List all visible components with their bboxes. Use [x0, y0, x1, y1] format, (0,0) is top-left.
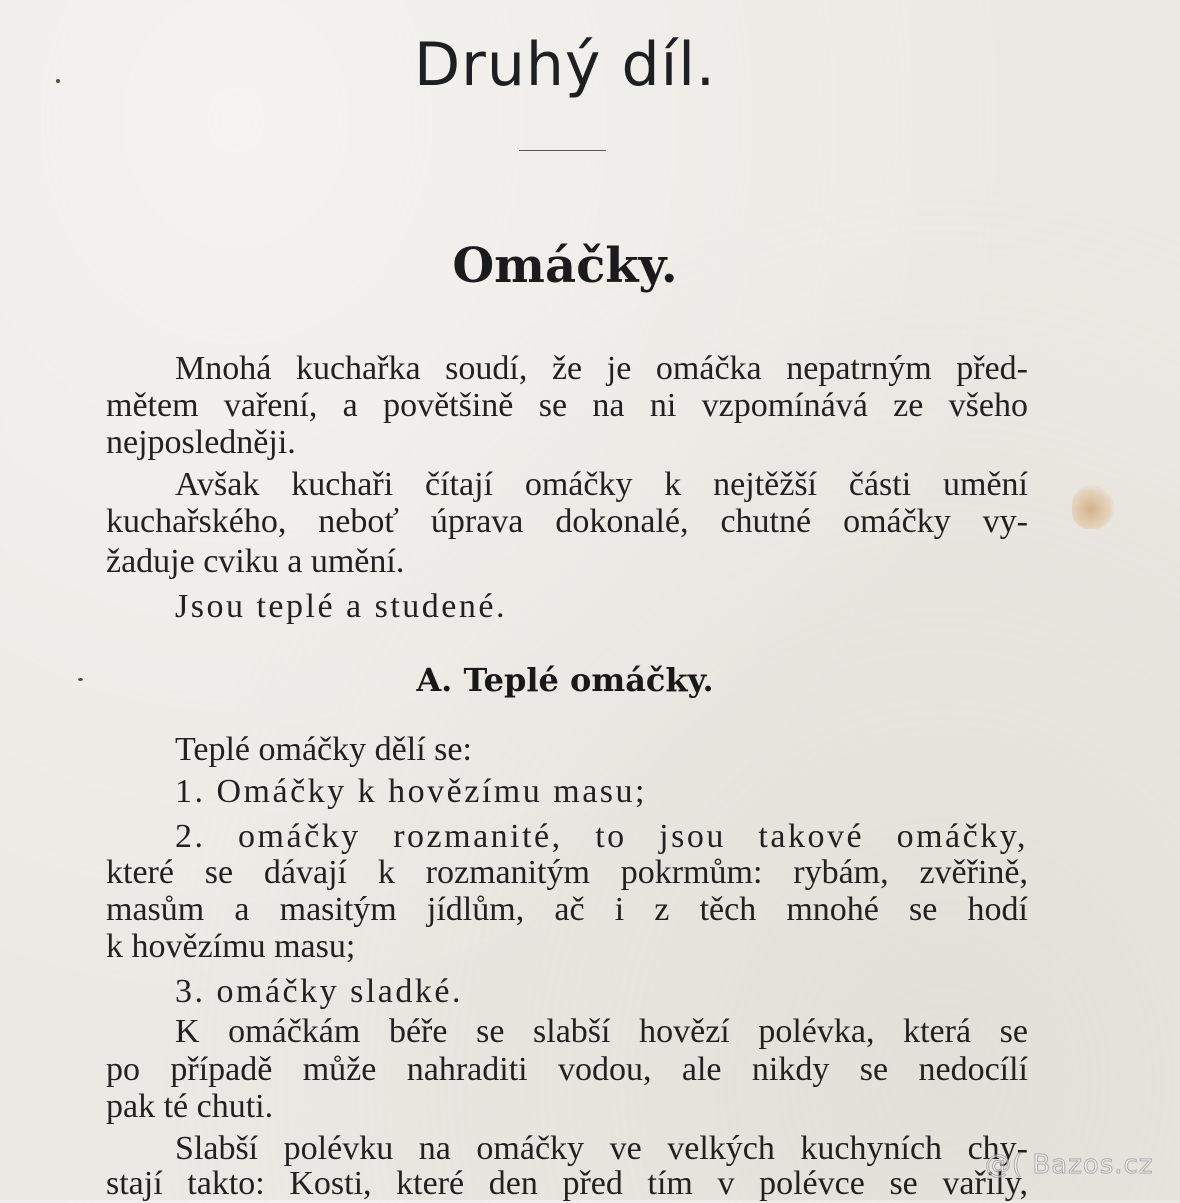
list-item: 2. omáčky rozmanité, to jsou takové omáčky,	[175, 818, 1028, 855]
text-line: mětem vaření, a povětšině se na ni vzpomínává ze všeho	[106, 387, 1028, 424]
text-line: Slabší polévku na omáčky ve velkých kuchyních chy-	[175, 1130, 1028, 1167]
list-item: 3. omáčky sladké.	[175, 973, 463, 1010]
text-line: K omáčkám béře se slabší hovězí polévka, která se	[175, 1013, 1028, 1050]
text-line: masům a masitým jídlům, ač i z těch mnohé se hodí	[106, 891, 1028, 928]
text-line: kuchařského, neboť úprava dokonalé, chutné omáčky vy-	[106, 503, 1028, 540]
section-title: A. Teplé omáčky.	[416, 661, 714, 699]
text-line: po případě může nahraditi vodou, ale nikdy se nedocílí	[106, 1051, 1028, 1088]
text-line: žaduje cviku a umění.	[106, 543, 405, 580]
text-line: Mnohá kuchařka soudí, že je omáčka nepatrným před-	[175, 350, 1028, 387]
list-item: 1. Omáčky k hovězímu masu;	[175, 773, 647, 810]
text-line: Avšak kuchaři čítají omáčky k nejtěžší části umění	[175, 466, 1028, 503]
text-line: stají takto: Kosti, které den před tím v polévce se vařily,	[106, 1165, 1028, 1202]
text-line: pak té chuti.	[106, 1088, 274, 1125]
text-line: Teplé omáčky dělí se:	[175, 731, 472, 768]
paper-stain	[1072, 485, 1114, 529]
chapter-title: Omáčky.	[452, 238, 678, 294]
part-title: Druhý díl.	[413, 30, 716, 100]
text-line: nejposledněji.	[106, 424, 296, 461]
paper-speck	[56, 79, 60, 83]
text-line: Jsou teplé a studené.	[175, 588, 507, 625]
text-line: k hovězímu masu;	[106, 928, 356, 965]
divider-rule	[519, 150, 606, 151]
watermark: @( Bazos.cz	[985, 1150, 1154, 1180]
paper-speck	[78, 678, 83, 681]
text-line: které se dávají k rozmanitým pokrmům: rybám, zvěřině,	[106, 854, 1028, 891]
